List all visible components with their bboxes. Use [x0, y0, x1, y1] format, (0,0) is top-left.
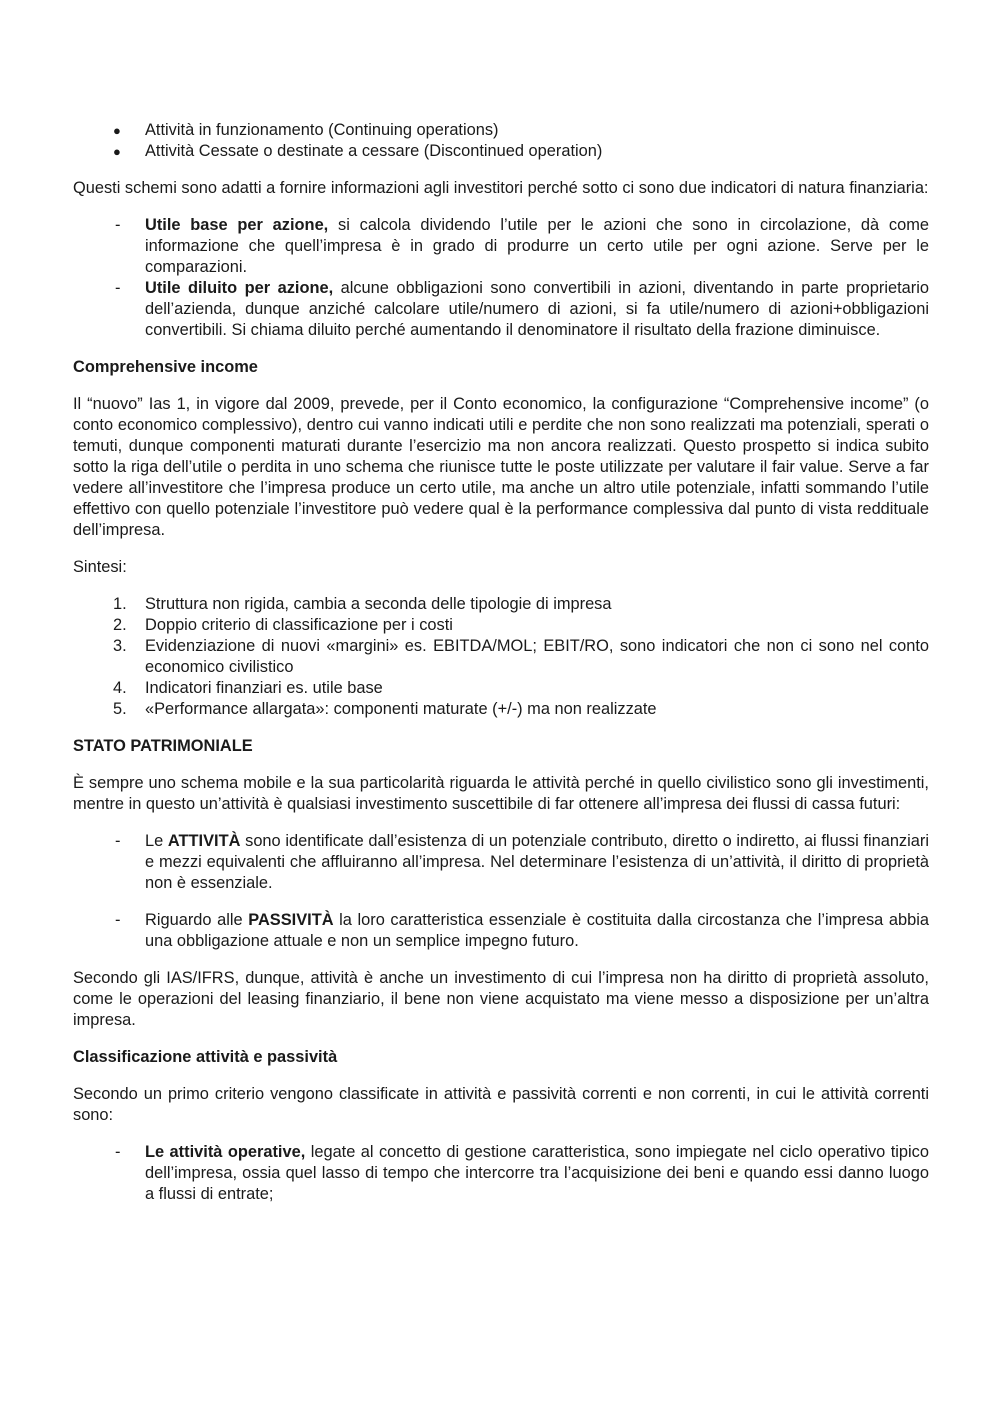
dash-marker: - [115, 216, 121, 234]
term: Le attività operative, [145, 1143, 306, 1161]
list-item: - Utile base per azione, si calcola dividendo l’utile per le azioni che sono in circolazione, dà come informazione che quell’impresa è in grado di produrre un certo utile per ogni azione. Serve per le comparazioni. [115, 216, 929, 276]
list-item: - Utile diluito per azione, alcune obbligazioni sono convertibili in azioni, diventando in parte proprietario dell’azienda, dunque anziché calcolare utile/numero di azioni, si fa utile/numero di azioni+obbligazioni convertibili. Si chiama diluito perché aumentando il denominatore il risultato della frazione diminuisce. [115, 279, 929, 339]
list-item: ● Attività in funzionamento (Continuing operations) [113, 121, 499, 139]
list-number: 3. [113, 637, 127, 655]
operations-bullet-list [73, 120, 929, 162]
dash-marker: - [115, 279, 121, 297]
paragraph-indicators-intro: Questi schemi sono adatti a fornire informazioni agli investitori perché sotto ci sono due indicatori di natura finanziaria: [73, 179, 929, 197]
dash-marker: - [115, 832, 121, 850]
list-number: 5. [113, 700, 127, 718]
list-item: 2. Doppio criterio di classificazione per i costi [113, 616, 453, 634]
list-item: 3. Evidenziazione di nuovi «margini» es. EBITDA/MOL; EBIT/RO, sono indicatori che non ci sono nel conto economico civilistico [113, 637, 929, 676]
list-item: 4. Indicatori finanziari es. utile base [113, 679, 383, 697]
term: PASSIVITÀ [248, 911, 334, 929]
paragraph-ias-ifrs: Secondo gli IAS/IFRS, dunque, attività è anche un investimento di cui l’impresa non ha diritto di proprietà assoluto, come le operazioni del leasing finanziario, il bene non viene acquistato ma viene messo a disposizione per un’altra impresa. [73, 969, 929, 1029]
list-item: 1. Struttura non rigida, cambia a seconda delle tipologie di impresa [113, 595, 612, 613]
attivita-passivita-list [73, 831, 929, 952]
heading-classificazione: Classificazione attività e passività [73, 1048, 338, 1066]
paragraph-classificazione: Secondo un primo criterio vengono classificate in attività e passività correnti e non correnti, in cui le attività correnti sono: [73, 1085, 929, 1124]
bullet-icon: ● [113, 123, 121, 138]
sintesi-list [73, 594, 929, 720]
dash-marker: - [115, 911, 121, 929]
list-item: - Le attività operative, legate al concetto di gestione caratteristica, sono impiegate nel ciclo operativo tipico dell’impresa, ossia quel lasso di tempo che intercorre tra l’acquisizione dei beni e quando essi danno luogo a flussi di entrate; [115, 1143, 929, 1203]
paragraph-stato-patrimoniale: È sempre uno schema mobile e la sua particolarità riguarda le attività perché in quello civilistico sono gli investimenti, mentre in questo un’attività è qualsiasi investimento suscettibile di far ottenere all’impresa dei flussi di cassa futuri: [73, 774, 929, 813]
list-number: 1. [113, 595, 127, 613]
list-item: - Riguardo alle PASSIVITÀ la loro caratteristica essenziale è costituita dalla circostanza che l’impresa abbia una obbligazione attuale e non un semplice impegno futuro. [115, 911, 929, 950]
term: Utile base per azione, [145, 216, 329, 234]
term: ATTIVITÀ [167, 832, 241, 850]
list-number: 2. [113, 616, 127, 634]
heading-comprehensive-income: Comprehensive income [73, 358, 258, 376]
term: Utile diluito per azione, [145, 279, 334, 297]
list-item: ● Attività Cessate o destinate a cessare (Discontinued operation) [113, 142, 603, 160]
list-number: 4. [113, 679, 127, 697]
sintesi-label: Sintesi: [73, 558, 127, 576]
document-body [73, 120, 929, 1221]
list-item: 5. «Performance allargata»: componenti maturate (+/-) ma non realizzate [113, 700, 657, 718]
heading-stato-patrimoniale: STATO PATRIMONIALE [73, 737, 253, 755]
dash-marker: - [115, 1143, 121, 1161]
list-item: - Le ATTIVITÀ sono identificate dall’esistenza di un potenziale contributo, diretto o indiretto, ai flussi finanziari e mezzi equivalenti che affluiranno all’impresa. Nel determinare l’esistenza di un’attività, il diritto di proprietà non è essenziale. [115, 832, 929, 892]
bullet-icon: ● [113, 144, 121, 159]
indicators-list [73, 215, 929, 341]
attivita-correnti-list [73, 1142, 929, 1205]
paragraph-comprehensive-income: Il “nuovo” Ias 1, in vigore dal 2009, prevede, per il Conto economico, la configurazione “Comprehensive income” (o conto economico complessivo), dentro cui vanno indicati utili e perdite che non sono realizzati ma potenziali, sperati o temuti, dunque componenti maturati durante l’esercizio ma non ancora realizzati. Questo prospetto si indica subito sotto la riga dell’utile o perdita in uno schema che riunisce tutte le poste utilizzate per valutare il fair value. Serve a far vedere all’investitore che l’impresa produce un certo utile, ma anche un altro utile potenziale, infatti sommando l’utile effettivo con quello potenziale l’investitore può vedere qual è la performance complessiva dal punto di vista reddituale dell’impresa. [73, 395, 929, 539]
